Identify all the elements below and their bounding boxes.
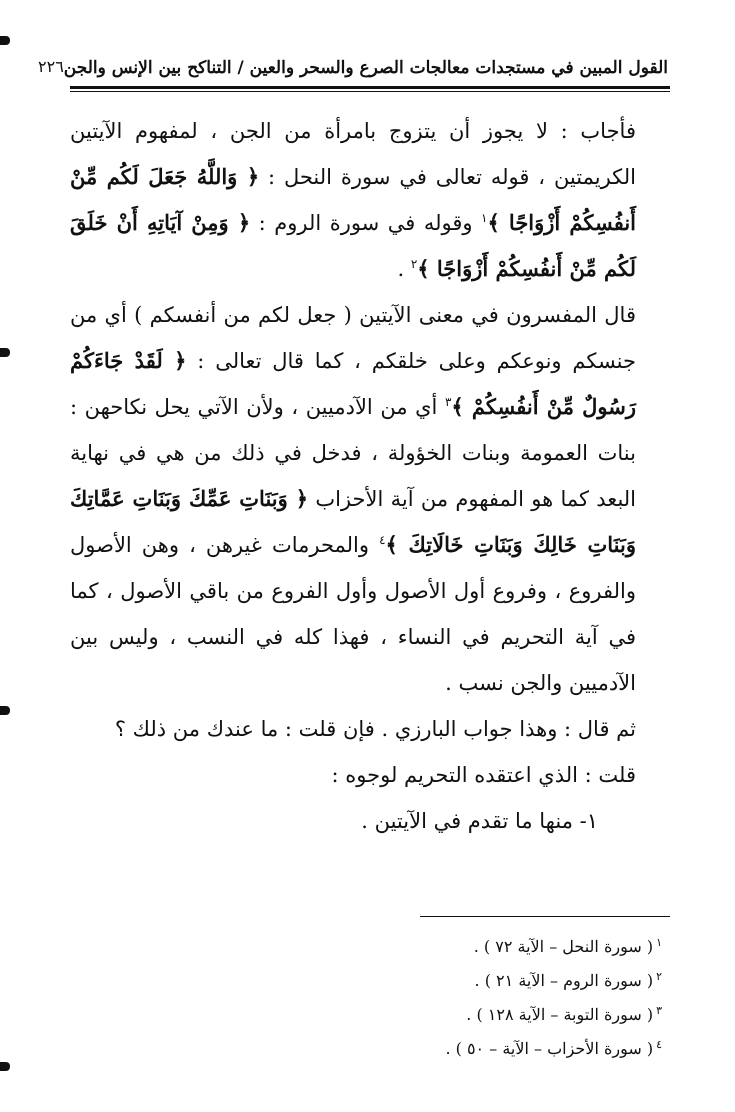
numbered-point: ١- منها ما تقدم في الآيتين .	[361, 809, 598, 833]
footnote-ref: ٣	[444, 395, 452, 409]
footnote-text: ( سورة الروم – الآية ٢١ ) .	[474, 971, 654, 990]
footnote-text: ( سورة التوبة – الآية ١٢٨ ) .	[466, 1005, 654, 1024]
footnote-text: ( سورة الأحزاب – الآية – ٥٠ ) .	[445, 1039, 654, 1058]
quran-verse: ﴿ وَمِنْ آيَاتِهِ أَنْ خَلَقَ لَكُم مِّنْ أَنفُسِكُمْ أَزْوَاجًا ﴾	[70, 210, 636, 281]
footnote	[300, 964, 662, 998]
footnote-ref: ٢	[410, 257, 418, 271]
scan-margin-mark	[0, 706, 10, 715]
paragraph-reply: قلت : الذي اعتقده التحريم لوجوه :	[331, 763, 636, 787]
paragraph-commentary: قال المفسرون في معنى الآيتين ( جعل لكم من أنفسكم ) أي من جنسكم ونوعكم وعلى خلقكم ، كما قال تعالى : ﴿ لَقَدْ جَاءَكُمْ رَسُولٌ مِّنْ أَنفُسِكُمْ ﴾$^٣$ أي من الآدميين ، ولأن الآتي يحل نكاحهن : بنات العمومة وبنات الخؤولة ، فدخل في ذلك من هي في نهاية البعد كما هو المفهوم من آية الأحزاب ﴿ وَبَنَاتِ عَمِّكَ وَبَنَاتِ عَمَّاتِكَ وَبَنَاتِ خَالِكَ وَبَنَاتِ خَالَاتِكَ ﴾$^٤$ والمحرمات غيرهن ، وهن الأصول والفروع ، وفروع أول الأصول وأول الفروع من باقي الأصول ، كما في آية التحريم في النساء ، فهذا كله في النسب ، وليس بين الآدميين والجن نسب .	[70, 303, 637, 695]
quran-verse: ﴿ وَبَنَاتِ عَمِّكَ وَبَنَاتِ عَمَّاتِكَ وَبَنَاتِ خَالِكَ وَبَنَاتِ خَالَاتِكَ ﴾	[70, 486, 637, 557]
running-header	[38, 42, 668, 84]
header-title: القول المبين في مستجدات معالجات الصرع والسحر والعين / التناكح بين الإنس والجن	[63, 58, 668, 78]
footnote-number: ٢	[656, 969, 662, 983]
scan-margin-mark	[0, 36, 10, 45]
footnote-ref: ٤	[379, 533, 386, 547]
footnote	[300, 998, 662, 1032]
footnote-number: ٤	[656, 1037, 662, 1051]
header-rule-thin	[70, 91, 670, 92]
footnote-text: ( سورة النحل – الآية ٧٢ ) .	[473, 937, 654, 956]
footnote	[300, 930, 662, 964]
footnote-separator	[420, 916, 670, 917]
paragraph-question: ثم قال : وهذا جواب البارزي . فإن قلت : ما عندك من ذلك ؟	[114, 717, 636, 741]
quran-verse: ﴿ وَاللَّهُ جَعَلَ لَكُم مِّنْ أَنفُسِكُمْ أَزْوَاجًا ﴾	[70, 164, 637, 235]
footnote	[300, 1032, 662, 1066]
scan-margin-mark	[0, 1062, 10, 1071]
header-rule	[70, 86, 670, 89]
footnote-ref: ١	[481, 211, 488, 225]
paragraph-answer: فأجاب : لا يجوز أن يتزوج بامرأة من الجن ، لمفهوم الآيتين الكريمتين ، قوله تعالى في سورة النحل : ﴿ وَاللَّهُ جَعَلَ لَكُم مِّنْ أَنفُسِكُمْ أَزْوَاجًا ﴾$^١$ وقوله في سورة الروم : ﴿ وَمِنْ آيَاتِهِ أَنْ خَلَقَ لَكُم مِّنْ أَنفُسِكُمْ أَزْوَاجًا ﴾$^٢$ .	[70, 119, 637, 281]
footnote-number: ١	[656, 935, 662, 949]
footnote-number: ٣	[656, 1003, 662, 1017]
main-text	[70, 108, 670, 844]
scan-margin-mark	[0, 348, 10, 357]
footnotes	[300, 930, 662, 1066]
page-number: ٢٢٦	[38, 57, 64, 76]
quran-verse: ﴿ لَقَدْ جَاءَكُمْ رَسُولٌ مِّنْ أَنفُسِكُمْ ﴾	[70, 348, 636, 419]
